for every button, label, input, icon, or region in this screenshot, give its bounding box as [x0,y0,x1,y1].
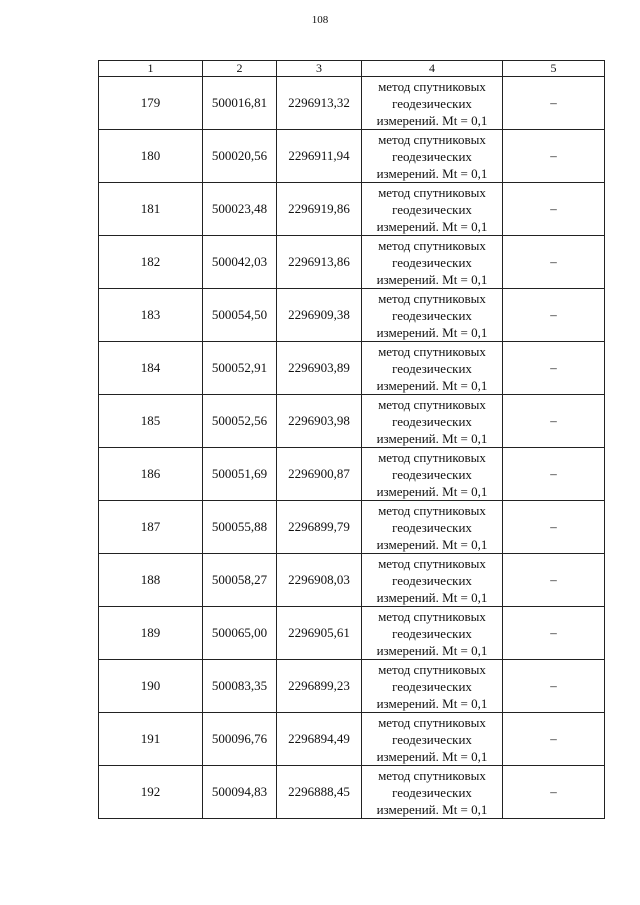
x-coordinate-cell: 500055,88 [203,501,277,554]
point-number-cell: 187 [99,501,203,554]
x-coordinate-cell: 500083,35 [203,660,277,713]
table-row [99,501,605,554]
table-row [99,77,605,130]
y-coordinate-cell: 2296911,94 [277,130,362,183]
y-coordinate-cell: 2296888,45 [277,766,362,819]
x-coordinate-cell: 500058,27 [203,554,277,607]
note-cell: – [503,554,605,607]
method-cell: метод спутниковых геодезических измерений. Mt = 0,1 [362,342,503,395]
table-row [99,395,605,448]
point-number-cell: 183 [99,289,203,342]
note-cell: – [503,766,605,819]
point-number-cell: 182 [99,236,203,289]
coordinates-table [98,60,605,819]
x-coordinate-cell: 500052,91 [203,342,277,395]
point-number-cell: 184 [99,342,203,395]
table-row [99,130,605,183]
x-coordinate-cell: 500052,56 [203,395,277,448]
method-cell: метод спутниковых геодезических измерений. Mt = 0,1 [362,130,503,183]
header-col-5: 5 [503,61,605,77]
note-cell: – [503,236,605,289]
y-coordinate-cell: 2296894,49 [277,713,362,766]
point-number-cell: 191 [99,713,203,766]
x-coordinate-cell: 500096,76 [203,713,277,766]
y-coordinate-cell: 2296909,38 [277,289,362,342]
header-col-2: 2 [203,61,277,77]
method-cell: метод спутниковых геодезических измерений. Mt = 0,1 [362,183,503,236]
y-coordinate-cell: 2296919,86 [277,183,362,236]
method-cell: метод спутниковых геодезических измерений. Mt = 0,1 [362,448,503,501]
method-cell: метод спутниковых геодезических измерений. Mt = 0,1 [362,501,503,554]
point-number-cell: 185 [99,395,203,448]
header-col-3: 3 [277,61,362,77]
table-body [99,77,605,819]
header-row [99,61,605,77]
method-cell: метод спутниковых геодезических измерений. Mt = 0,1 [362,766,503,819]
note-cell: – [503,183,605,236]
y-coordinate-cell: 2296899,23 [277,660,362,713]
table-row [99,236,605,289]
y-coordinate-cell: 2296903,98 [277,395,362,448]
header-col-4: 4 [362,61,503,77]
note-cell: – [503,77,605,130]
note-cell: – [503,501,605,554]
table-row [99,289,605,342]
table-row [99,660,605,713]
note-cell: – [503,607,605,660]
x-coordinate-cell: 500042,03 [203,236,277,289]
y-coordinate-cell: 2296900,87 [277,448,362,501]
table-row [99,607,605,660]
point-number-cell: 190 [99,660,203,713]
x-coordinate-cell: 500051,69 [203,448,277,501]
method-cell: метод спутниковых геодезических измерений. Mt = 0,1 [362,607,503,660]
x-coordinate-cell: 500054,50 [203,289,277,342]
y-coordinate-cell: 2296913,86 [277,236,362,289]
y-coordinate-cell: 2296905,61 [277,607,362,660]
note-cell: – [503,130,605,183]
point-number-cell: 192 [99,766,203,819]
header-col-1: 1 [99,61,203,77]
table-row [99,342,605,395]
method-cell: метод спутниковых геодезических измерений. Mt = 0,1 [362,395,503,448]
note-cell: – [503,395,605,448]
x-coordinate-cell: 500023,48 [203,183,277,236]
point-number-cell: 181 [99,183,203,236]
method-cell: метод спутниковых геодезических измерений. Mt = 0,1 [362,236,503,289]
method-cell: метод спутниковых геодезических измерений. Mt = 0,1 [362,77,503,130]
method-cell: метод спутниковых геодезических измерений. Mt = 0,1 [362,713,503,766]
note-cell: – [503,342,605,395]
note-cell: – [503,660,605,713]
table-row [99,766,605,819]
table-row [99,183,605,236]
point-number-cell: 186 [99,448,203,501]
table-row [99,713,605,766]
note-cell: – [503,289,605,342]
y-coordinate-cell: 2296899,79 [277,501,362,554]
method-cell: метод спутниковых геодезических измерений. Mt = 0,1 [362,660,503,713]
y-coordinate-cell: 2296903,89 [277,342,362,395]
table-header [99,61,605,77]
point-number-cell: 189 [99,607,203,660]
x-coordinate-cell: 500020,56 [203,130,277,183]
table-row [99,448,605,501]
x-coordinate-cell: 500016,81 [203,77,277,130]
method-cell: метод спутниковых геодезических измерений. Mt = 0,1 [362,289,503,342]
x-coordinate-cell: 500094,83 [203,766,277,819]
x-coordinate-cell: 500065,00 [203,607,277,660]
y-coordinate-cell: 2296908,03 [277,554,362,607]
point-number-cell: 188 [99,554,203,607]
y-coordinate-cell: 2296913,32 [277,77,362,130]
method-cell: метод спутниковых геодезических измерений. Mt = 0,1 [362,554,503,607]
note-cell: – [503,448,605,501]
point-number-cell: 179 [99,77,203,130]
point-number-cell: 180 [99,130,203,183]
note-cell: – [503,713,605,766]
table-row [99,554,605,607]
page-number: 108 [311,14,329,26]
